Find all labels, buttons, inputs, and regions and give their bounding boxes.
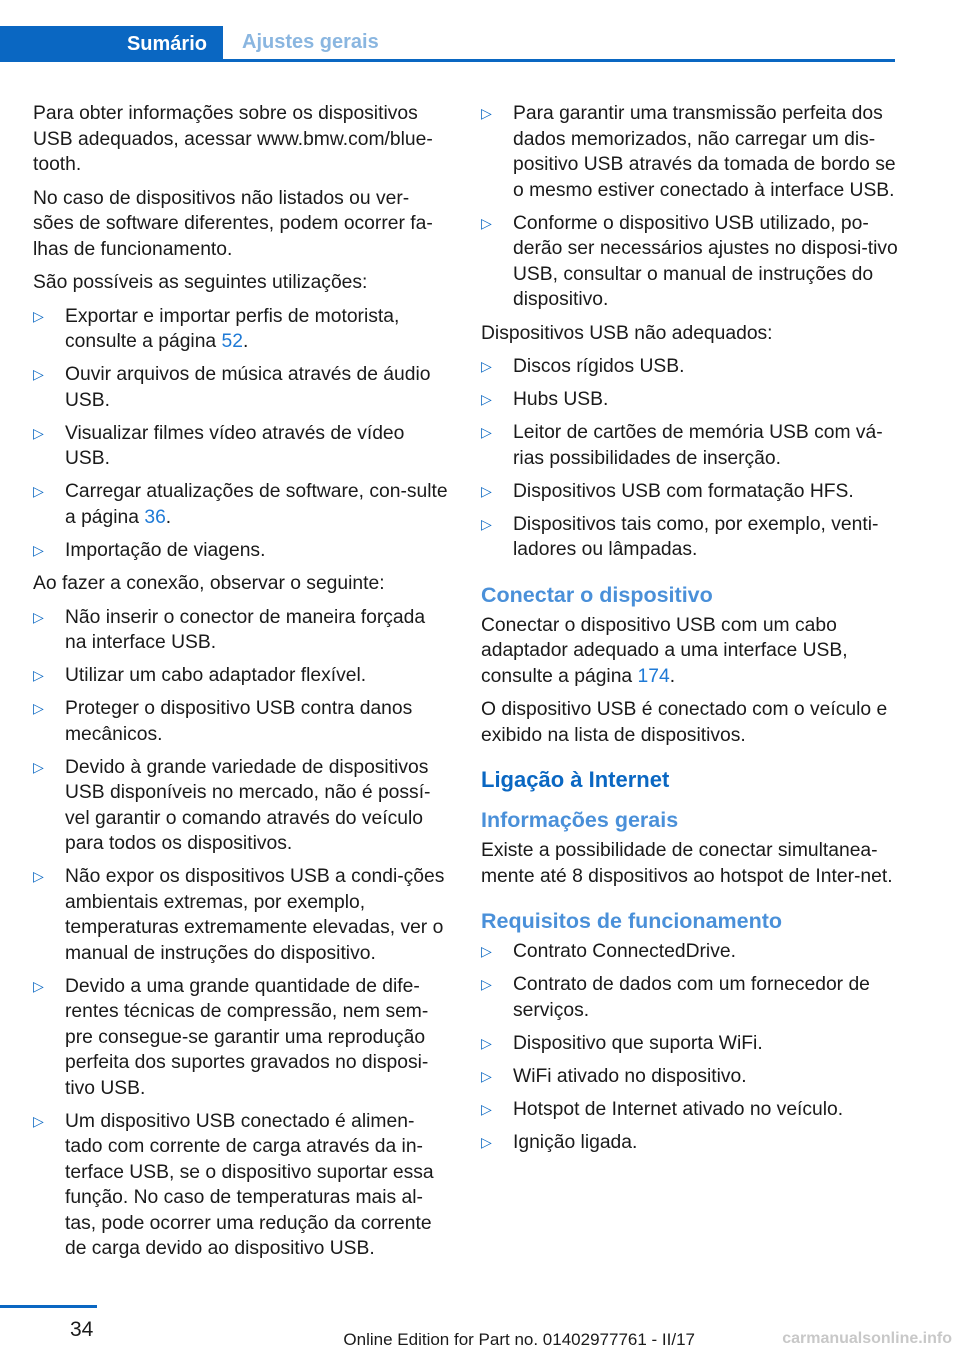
- list-item: ▷ Dispositivo que suporta WiFi.: [481, 1031, 899, 1057]
- list-item: ▷ Leitor de cartões de memória USB com vá‐rias possibilidades de inserção.: [481, 422, 883, 469]
- list-item: ▷ Discos rígidos USB.: [481, 354, 899, 380]
- requirements-list: [481, 939, 899, 1155]
- list-item: ▷ Contrato ConnectedDrive.: [481, 939, 899, 965]
- paragraph: Para obter informações sobre os dispositivos USB adequados, acessar www.bmw.com/blue‐tooth.: [33, 103, 433, 175]
- triangle-bullet-icon: ▷: [33, 758, 44, 775]
- triangle-bullet-icon: ▷: [33, 667, 44, 683]
- triangle-bullet-icon: ▷: [33, 366, 44, 382]
- triangle-bullet-icon: ▷: [33, 541, 44, 558]
- triangle-bullet-icon: ▷: [33, 307, 44, 324]
- triangle-bullet-icon: ▷: [481, 515, 492, 532]
- triangle-bullet-icon: ▷: [33, 483, 44, 499]
- heading-informacoes-gerais: Informações gerais: [481, 808, 679, 832]
- tab-sumario[interactable]: Sumário: [0, 26, 223, 62]
- list-item: ▷ Ouvir arquivos de música através de áudio USB.: [33, 364, 431, 411]
- list-item: ▷ Importação de viagens.: [33, 538, 449, 564]
- page-number: 34: [70, 1318, 94, 1341]
- list-item: ▷ Um dispositivo USB conectado é alimen‐tado com corrente de carga através da in‐terface USB, se o dispositivo suportar essa função. No caso de temperaturas mais al‐tas, pode ocorrer uma redução da corrente de carga devido ao dispositivo USB.: [33, 1110, 434, 1259]
- paragraph: Ao fazer a conexão, observar o seguinte:: [33, 573, 385, 594]
- uses-list: [33, 304, 449, 564]
- connection-notes-list: [33, 605, 449, 1262]
- header: [0, 0, 895, 62]
- list-item: ▷ Visualizar filmes vídeo através de vídeo USB.: [33, 422, 405, 469]
- heading-ligacao-internet: Ligação à Internet: [481, 767, 670, 792]
- list-item: ▷ Carregar atualizações de software, con‐sulte a página 36.: [33, 481, 448, 528]
- triangle-bullet-icon: ▷: [481, 105, 492, 121]
- heading-requisitos: Requisitos de funcionamento: [481, 909, 783, 933]
- list-item: ▷ Para garantir uma transmissão perfeita dos dados memorizados, não carregar um dis‐positivo USB através da tomada de bordo se o mesmo estiver conectado à interface USB.: [481, 103, 896, 201]
- triangle-bullet-icon: ▷: [33, 700, 44, 716]
- right-column: [481, 101, 899, 1163]
- list-item: ▷ Devido à grande variedade de dispositivos USB disponíveis no mercado, não é possí‐vel garantir o comando através do veículo para todos os dispositivos.: [33, 756, 431, 854]
- triangle-bullet-icon: ▷: [33, 868, 44, 884]
- page-link[interactable]: 174: [637, 665, 670, 687]
- list-item: ▷ Exportar e importar perfis de motorista, consulte a página 52.: [33, 305, 400, 352]
- list-item: ▷ Não inserir o conector de maneira forçada na interface USB.: [33, 606, 426, 653]
- unsuitable-devices-list: [481, 354, 899, 563]
- paragraph: No caso de dispositivos não listados ou ver‐sões de software diferentes, podem ocorrer fa‐lhas de funcionamento.: [33, 187, 433, 260]
- list-item: ▷ Dispositivos USB com formatação HFS.: [481, 479, 899, 505]
- list-item: ▷ WiFi ativado no dispositivo.: [481, 1064, 899, 1090]
- list-item: ▷ Proteger o dispositivo USB contra danos mecânicos.: [33, 698, 413, 745]
- list-item: ▷ Hubs USB.: [481, 387, 899, 413]
- list-item: ▷ Ignição ligada.: [481, 1130, 899, 1156]
- list-item: ▷ Utilizar um cabo adaptador flexível.: [33, 663, 449, 689]
- list-item: ▷ Não expor os dispositivos USB a condi‐ções ambientais extremas, por exemplo, temperaturas extremamente elevadas, ver o manual de instruções do dispositivo.: [33, 866, 445, 964]
- triangle-bullet-icon: ▷: [481, 391, 492, 407]
- triangle-bullet-icon: ▷: [33, 424, 44, 441]
- triangle-bullet-icon: ▷: [481, 1067, 492, 1084]
- paragraph: Existe a possibilidade de conectar simultanea‐mente até 8 dispositivos ao hotspot de Inter‐net.: [481, 840, 893, 887]
- triangle-bullet-icon: ▷: [481, 482, 492, 499]
- tab-ajustes-gerais[interactable]: Ajustes gerais: [223, 26, 895, 59]
- triangle-bullet-icon: ▷: [33, 1112, 44, 1129]
- triangle-bullet-icon: ▷: [481, 358, 492, 374]
- edition-text: Online Edition for Part no. 01402977761 - II/17: [343, 1330, 695, 1349]
- footer-divider: [0, 1305, 97, 1308]
- paragraph: São possíveis as seguintes utilizações:: [33, 272, 368, 293]
- triangle-bullet-icon: ▷: [33, 977, 44, 994]
- paragraph: O dispositivo USB é conectado com o veículo e exibido na lista de dispositivos.: [481, 699, 888, 746]
- triangle-bullet-icon: ▷: [481, 1100, 492, 1117]
- triangle-bullet-icon: ▷: [481, 214, 492, 231]
- paragraph: Conectar o dispositivo USB com um cabo adaptador adequado a uma interface USB, consulte a página 174.: [481, 614, 848, 687]
- triangle-bullet-icon: ▷: [481, 976, 492, 992]
- triangle-bullet-icon: ▷: [33, 608, 44, 625]
- triangle-bullet-icon: ▷: [481, 943, 492, 959]
- connection-notes-list-continued: [481, 101, 899, 313]
- triangle-bullet-icon: ▷: [481, 424, 492, 440]
- paragraph: Dispositivos USB não adequados:: [481, 322, 773, 344]
- triangle-bullet-icon: ▷: [481, 1133, 492, 1150]
- left-column: [33, 101, 449, 1270]
- watermark: carmanualsonline.info: [782, 1330, 952, 1347]
- list-item: ▷ Conforme o dispositivo USB utilizado, po‐derão ser necessários ajustes no disposi‐tivo USB, consultar o manual de instruções do dispositivo.: [481, 212, 898, 310]
- list-item: ▷ Devido a uma grande quantidade de dife‐rentes técnicas de compressão, nem sem‐pre consegue-se garantir uma reprodução perfeita dos suportes gravados no disposi‐tivo USB.: [33, 975, 429, 1099]
- page-link[interactable]: 52: [221, 331, 243, 352]
- list-item: ▷ Dispositivos tais como, por exemplo, venti‐ladores ou lâmpadas.: [481, 513, 879, 560]
- header-divider: [223, 59, 895, 62]
- list-item: ▷ Hotspot de Internet ativado no veículo.: [481, 1097, 899, 1123]
- list-item: ▷ Contrato de dados com um fornecedor de serviços.: [481, 974, 870, 1021]
- page-link[interactable]: 36: [144, 506, 166, 528]
- heading-conectar: Conectar o dispositivo: [481, 582, 713, 607]
- triangle-bullet-icon: ▷: [481, 1034, 492, 1051]
